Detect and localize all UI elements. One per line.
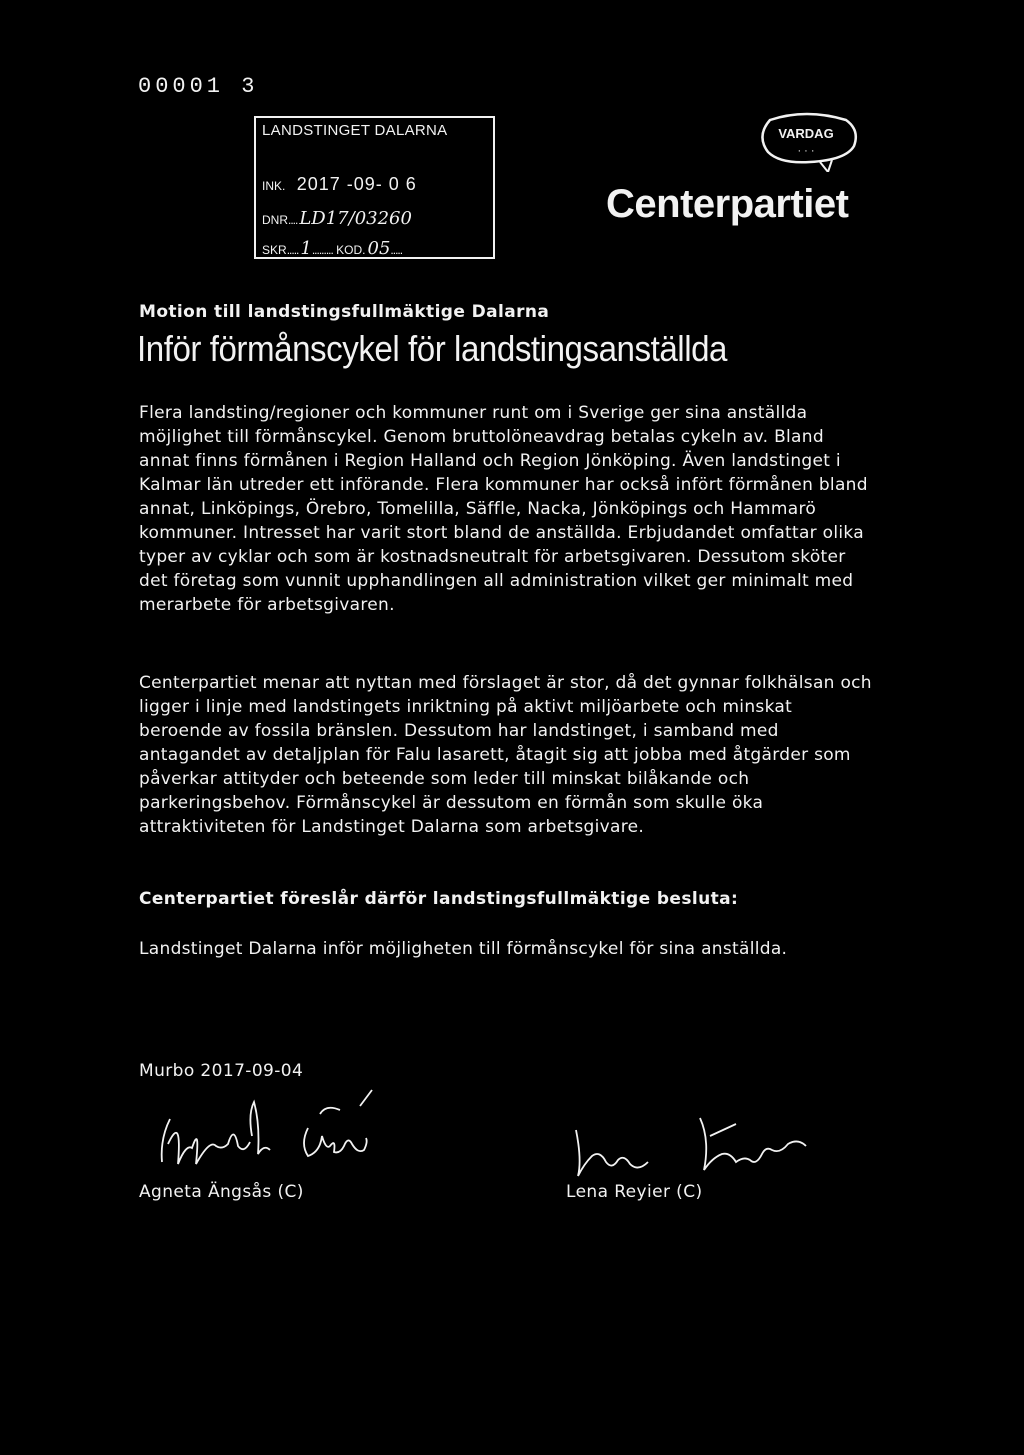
stamp-kod-value: 05 — [367, 238, 391, 259]
stamp-kod-label: KOD. — [336, 243, 366, 257]
page-title: Inför förmånscykel för landstingsanställda — [137, 328, 728, 369]
stamp-organization: LANDSTINGET DALARNA — [262, 122, 448, 139]
proposal-decision: Landstinget Dalarna inför möjligheten till förmånscykel för sina anställda. — [139, 939, 788, 959]
stamp-skr-value: 1 — [300, 238, 312, 259]
svg-text:· · ·: · · · — [797, 145, 815, 157]
party-logo-badge-icon — [750, 112, 862, 172]
proposal-heading: Centerpartiet föreslår därför landstingsfullmäktige besluta: — [139, 889, 739, 909]
stamp-ink-row — [262, 174, 417, 195]
handwritten-signature-icon — [130, 1084, 390, 1184]
paragraph-motivation: Centerpartiet menar att nyttan med förslaget är stor, då det gynnar folkhälsan och ligger i linje med landstingets inriktning på aktivt miljöarbete och minskat beroende av fossila bränslen. Dessutom har landstinget, i samband med antagandet av detaljplan för Falu lasarett, åtagit sig att jobba med åtgärder som påverkar attityder och beteende som leder till minskat bilåkande och parkeringsbehov. Förmånscykel är dessutom en förmån som skulle öka attraktiviteten för Landstinget Dalarna som arbetsgivare. — [139, 673, 872, 837]
handwritten-signature-icon — [560, 1110, 820, 1190]
stamp-ink-date: 2017 -09- 0 6 — [296, 174, 417, 194]
signer-name: Lena Reyier (C) — [566, 1182, 703, 1202]
party-logo-wordmark: Centerpartiet — [606, 182, 849, 226]
stamp-dnr-value: LD17/03260 — [299, 208, 412, 229]
stamp-dnr-row: DNR.... LD17/03260 — [262, 208, 412, 229]
stamp-dnr-label: DNR — [262, 213, 288, 227]
motion-label: Motion till landstingsfullmäktige Dalarna — [139, 302, 550, 322]
received-stamp — [254, 116, 495, 259]
signer-name: Agneta Ängsås (C) — [139, 1182, 304, 1202]
stamp-skr-label: SKR — [262, 243, 287, 257]
page-number: 00001 3 — [138, 74, 259, 99]
logo-badge-text: VARDAG — [778, 126, 834, 141]
stamp-skr-row: SKR..... 1......... KOD. 05..... — [262, 238, 403, 259]
stamp-ink-label: INK. — [262, 179, 286, 193]
place-date: Murbo 2017-09-04 — [139, 1061, 304, 1081]
paragraph-background: Flera landsting/regioner och kommuner runt om i Sverige ger sina anställda möjlighet till förmånscykel. Genom bruttolöneavdrag betalas cykeln av. Bland annat finns förmånen i Region Halland och Region Jönköping. Även landstinget i Kalmar län utreder ett införande. Flera kommuner har också infört förmånen bland annat, Linköpings, Örebro, Tomelilla, Säffle, Nacka, Jönköpings och Hammarö kommuner. Intresset har varit stort bland de anställda. Erbjudandet omfattar olika typer av cyklar och som är kostnadsneutralt för arbetsgivaren. Dessutom sköter det företag som vunnit upphandlingen all administration vilket ger minimalt med merarbete för arbetsgivaren. — [139, 403, 868, 615]
